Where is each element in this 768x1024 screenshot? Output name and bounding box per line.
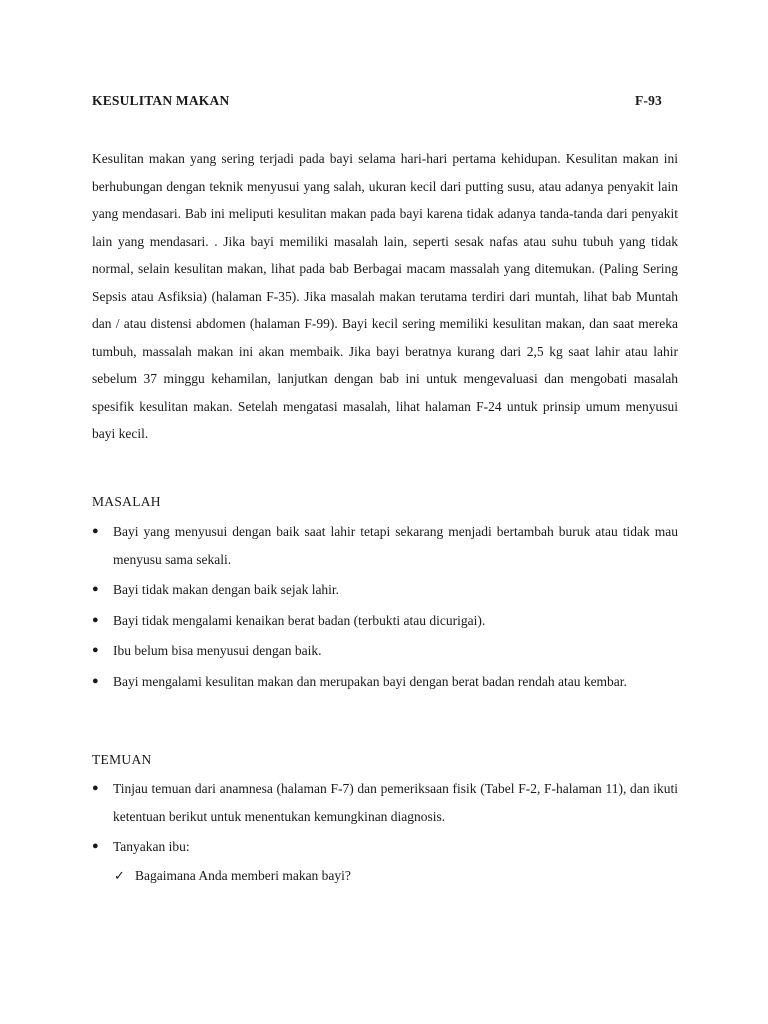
masalah-list xyxy=(92,518,678,698)
intro-paragraph: Kesulitan makan yang sering terjadi pada bayi selama hari-hari pertama kehidupan. Kesulitan makan ini berhubungan dengan teknik menyusui yang salah, ukuran kecil dari putting susu, atau adanya penyakit lain yang mendasari. Bab ini meliputi kesulitan makan pada bayi karena tidak adanya tanda-tanda dari penyakit lain yang mendasari. . Jika bayi memiliki masalah lain, seperti sesak nafas atau suhu tubuh yang tidak normal, selain kesulitan makan, lihat pada bab Berbagai macam massalah yang ditemukan. (Paling Sering Sepsis atau Asfiksia) (halaman F-35). Jika masalah makan terutama terdiri dari muntah, lihat bab Muntah dan / atau distensi abdomen (halaman F-99). Bayi kecil sering memiliki kesulitan makan, dan saat mereka tumbuh, massalah makan ini akan membaik. Jika bayi beratnya kurang dari 2,5 kg saat lahir atau lahir sebelum 37 minggu kehamilan, lanjutkan dengan bab ini untuk mengevaluasi dan mengobati masalah spesifik kesulitan makan. Setelah mengatasi masalah, lihat halaman F-24 untuk prinsip umum menyusui bayi kecil. xyxy=(92,151,678,441)
temuan-list xyxy=(92,775,678,864)
list-item xyxy=(92,607,678,635)
list-item-text: Tanyakan ibu: xyxy=(113,839,190,854)
list-item xyxy=(92,668,678,696)
page-title: KESULITAN MAKAN xyxy=(92,93,230,108)
list-item xyxy=(92,576,678,604)
page-code: F-93 xyxy=(634,93,662,108)
list-item-text: Tinjau temuan dari anamnesa (halaman F-7) dan pemeriksaan fisik (Tabel F-2, F-halaman 11), dan ikuti ketentuan berikut untuk menentukan kemungkinan diagnosis. xyxy=(113,781,678,824)
list-item xyxy=(92,833,678,861)
bullet-dot-icon: ● xyxy=(92,644,99,656)
bullet-dot-icon: ● xyxy=(92,674,99,687)
check-list-item xyxy=(114,862,351,891)
check-item-text: Bagaimana Anda memberi makan bayi? xyxy=(135,868,351,883)
bullet-dot-icon: ● xyxy=(92,840,99,852)
list-item-text: Bayi tidak mengalami kenaikan berat badan (terbukti atau dicurigai). xyxy=(113,612,486,628)
bullet-dot-icon: ● xyxy=(92,613,99,626)
list-item-text: Ibu belum bisa menyusui dengan baik. xyxy=(113,643,322,658)
list-item-text: Bayi tidak makan dengan baik sejak lahir. xyxy=(113,582,340,597)
bullet-dot-icon: ● xyxy=(92,782,99,794)
checkmark-icon: ✓ xyxy=(114,869,125,884)
list-item xyxy=(92,518,678,573)
bullet-dot-icon: ● xyxy=(92,525,99,537)
section-title-masalah: MASALAH xyxy=(92,494,161,509)
list-item xyxy=(92,775,678,830)
list-item-text: Bayi mengalami kesulitan makan dan merupakan bayi dengan berat badan rendah atau kembar. xyxy=(113,673,627,689)
bullet-dot-icon: ● xyxy=(92,583,99,595)
list-item-text: Bayi yang menyusui dengan baik saat lahir tetapi sekarang menjadi bertambah buruk atau tidak mau menyusu sama sekali. xyxy=(113,524,678,567)
section-title-temuan: TEMUAN xyxy=(92,752,152,767)
list-item xyxy=(92,637,678,665)
document-header xyxy=(92,93,678,109)
